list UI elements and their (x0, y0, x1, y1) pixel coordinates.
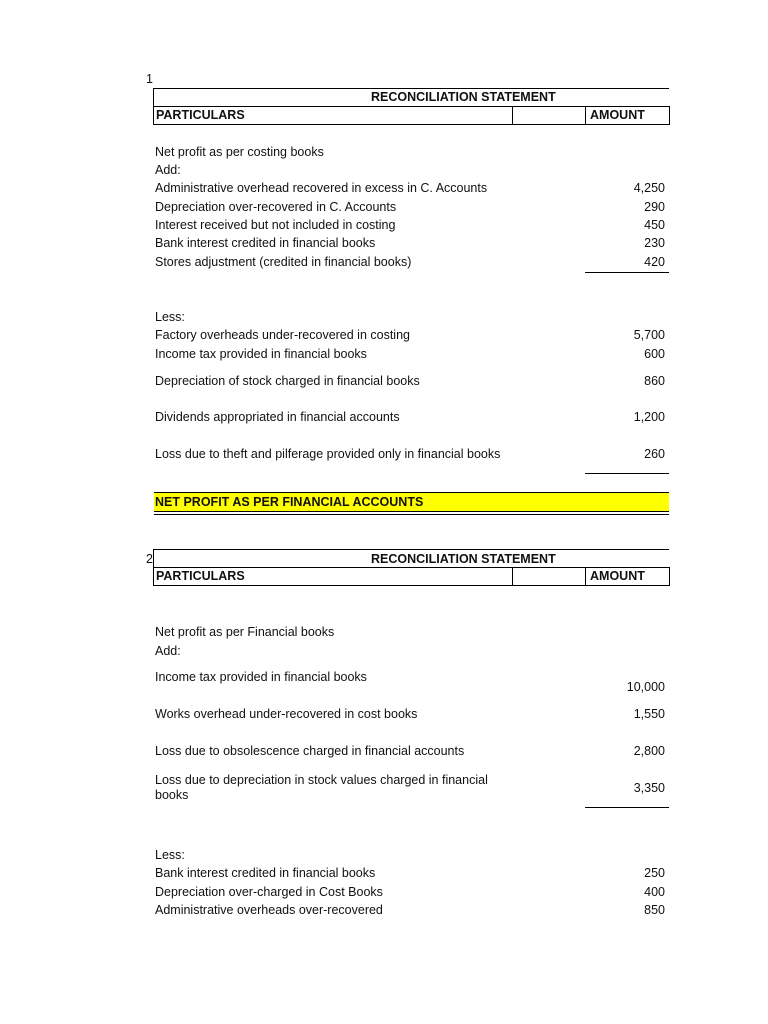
add-subtotal-rule (585, 272, 669, 273)
less-item-amount: 400 (644, 885, 665, 899)
title-top-rule (153, 549, 669, 550)
less-item-label: Income tax provided in financial books (155, 347, 367, 361)
blank-header-cell (512, 106, 586, 125)
intro-line: Net profit as per costing books (155, 145, 324, 159)
less-item-label: Factory overheads under-recovered in costing (155, 328, 410, 342)
total-top-rule (154, 492, 669, 493)
title-left-rule (153, 549, 154, 567)
add-item-label: Bank interest credited in financial books (155, 236, 376, 250)
less-item-amount: 260 (644, 447, 665, 461)
add-label: Add: (155, 163, 181, 177)
less-label: Less: (155, 310, 185, 324)
particulars-header: PARTICULARS (156, 569, 245, 583)
add-item-label: Loss due to obsolescence charged in financial accounts (155, 744, 465, 758)
add-item-amount: 290 (644, 200, 665, 214)
add-item-label-line2: books (155, 788, 189, 802)
intro-line: Net profit as per Financial books (155, 625, 335, 639)
blank-header-cell (512, 567, 586, 586)
less-item-label: Administrative overheads over-recovered (155, 903, 383, 917)
less-item-amount: 600 (644, 347, 665, 361)
statement-number: 1 (146, 72, 153, 86)
add-item-amount: 420 (644, 255, 665, 269)
less-item-amount: 1,200 (633, 410, 665, 424)
less-item-label: Dividends appropriated in financial accounts (155, 410, 400, 424)
statement-title: RECONCILIATION STATEMENT (371, 90, 556, 104)
add-item-amount: 450 (644, 218, 665, 232)
less-item-amount: 850 (644, 903, 665, 917)
amount-header-cell (585, 106, 670, 125)
less-label: Less: (155, 848, 185, 862)
amount-header: AMOUNT (590, 108, 645, 122)
particulars-header: PARTICULARS (156, 108, 245, 122)
add-item-amount: 1,550 (633, 707, 665, 721)
less-item-label: Depreciation over-charged in Cost Books (155, 885, 383, 899)
less-item-label: Loss due to theft and pilferage provided only in financial books (155, 447, 501, 461)
add-item-label: Income tax provided in financial books (155, 670, 367, 684)
amount-header-cell (585, 567, 670, 586)
title-top-rule (153, 88, 669, 89)
add-item-label: Depreciation over-recovered in C. Accounts (155, 200, 397, 214)
title-left-rule (153, 88, 154, 106)
particulars-header-cell (153, 106, 513, 125)
add-item-label: Administrative overhead recovered in excess in C. Accounts (155, 181, 488, 195)
total-double-rule-1 (154, 511, 669, 512)
add-item-label-line1: Loss due to depreciation in stock values charged in financial (155, 773, 488, 787)
add-item-label: Interest received but not included in costing (155, 218, 396, 232)
total-label: NET PROFIT AS PER FINANCIAL ACCOUNTS (155, 495, 424, 509)
statement-number: 2 (146, 552, 153, 566)
less-item-amount: 5,700 (633, 328, 665, 342)
add-subtotal-rule (585, 807, 669, 808)
add-item-amount: 3,350 (633, 781, 665, 795)
statement-title: RECONCILIATION STATEMENT (371, 552, 556, 566)
less-item-label: Depreciation of stock charged in financial books (155, 374, 420, 388)
add-item-label: Works overhead under-recovered in cost books (155, 707, 418, 721)
less-item-amount: 860 (644, 374, 665, 388)
add-item-amount: 2,800 (633, 744, 665, 758)
add-item-amount: 10,000 (626, 680, 665, 694)
less-item-amount: 250 (644, 866, 665, 880)
amount-header: AMOUNT (590, 569, 645, 583)
add-item-label: Stores adjustment (credited in financial books) (155, 255, 412, 269)
add-label: Add: (155, 644, 181, 658)
less-subtotal-rule (585, 473, 669, 474)
particulars-header-cell (153, 567, 513, 586)
add-item-amount: 4,250 (633, 181, 665, 195)
add-item-amount: 230 (644, 236, 665, 250)
total-double-rule-2 (154, 514, 669, 515)
less-item-label: Bank interest credited in financial books (155, 866, 376, 880)
